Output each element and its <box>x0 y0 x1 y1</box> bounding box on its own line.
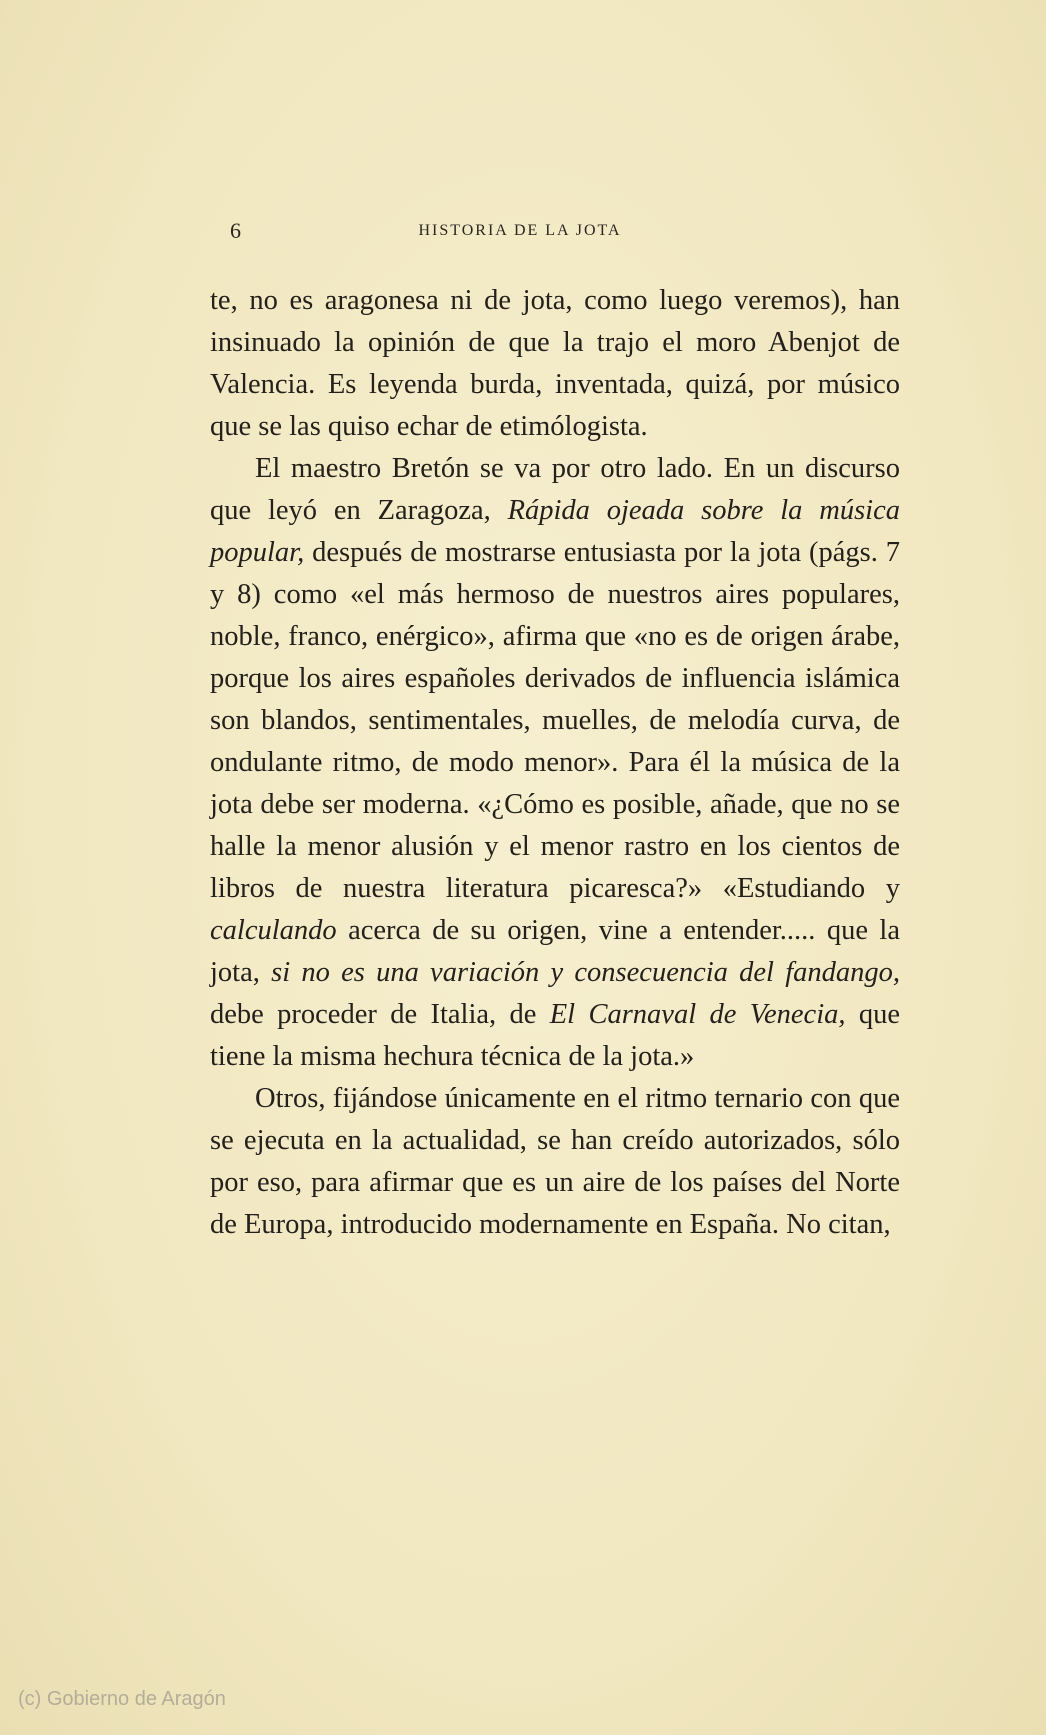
paragraph-2 <box>210 448 900 1078</box>
running-title: HISTORIA DE LA JOTA <box>418 222 622 239</box>
paragraph-2-text-d: debe proceder de Italia, de <box>210 999 550 1030</box>
italic-fandango-phrase: si no es una variación y consecuencia del fandango, <box>271 957 900 988</box>
italic-title-carnaval: El Carnaval de Venecia, <box>549 999 846 1030</box>
paragraph-2-text-c: acerca de su origen, vine a entender..... que la jota, <box>210 915 900 988</box>
paragraph-1-text: te, no es aragonesa ni de jota, como luego veremos), han insinuado la opinión de que la trajo el moro Abenjot de Valencia. Es leyenda burda, inventada, quizá, por músico que se las quiso echar de etimólogista. <box>210 285 900 442</box>
paragraph-1 <box>210 280 900 448</box>
italic-title-rapida-ojeada: Rápida ojeada sobre la música popular, <box>210 495 900 568</box>
body-text <box>210 280 900 1246</box>
paragraph-3 <box>210 1078 900 1246</box>
copyright-watermark: (c) Gobierno de Aragón <box>18 1688 226 1710</box>
italic-calculando: calculando <box>210 915 337 946</box>
paragraph-2-text-e: que tiene la misma hechura técnica de la jota.» <box>210 999 901 1072</box>
paragraph-2-text-b: después de mostrarse entusiasta por la jota (págs. 7 y 8) como «el más hermoso de nuestros aires populares, noble, franco, enérgico», afirma que «no es de origen árabe, porque los aires españoles derivados de influencia islámica son blandos, sentimentales, muelles, de melodía curva, de ondulante ritmo, de modo menor». Para él la música de la jota debe ser moderna. «¿Cómo es posible, añade, que no se halle la menor alusión y el menor rastro en los cientos de libros de nuestra literatura picaresca?» «Estudiando y <box>210 537 900 904</box>
running-head <box>230 218 810 246</box>
paragraph-2-text-a: El maestro Bretón se va por otro lado. En un discurso que leyó en Zaragoza, <box>210 453 900 526</box>
page-number: 6 <box>230 218 241 243</box>
paragraph-3-text: Otros, fijándose únicamente en el ritmo ternario con que se ejecuta en la actualidad, se han creído autorizados, sólo por eso, para afirmar que es un aire de los países del Norte de Europa, introducido modernamente en España. No citan, <box>210 1083 900 1240</box>
